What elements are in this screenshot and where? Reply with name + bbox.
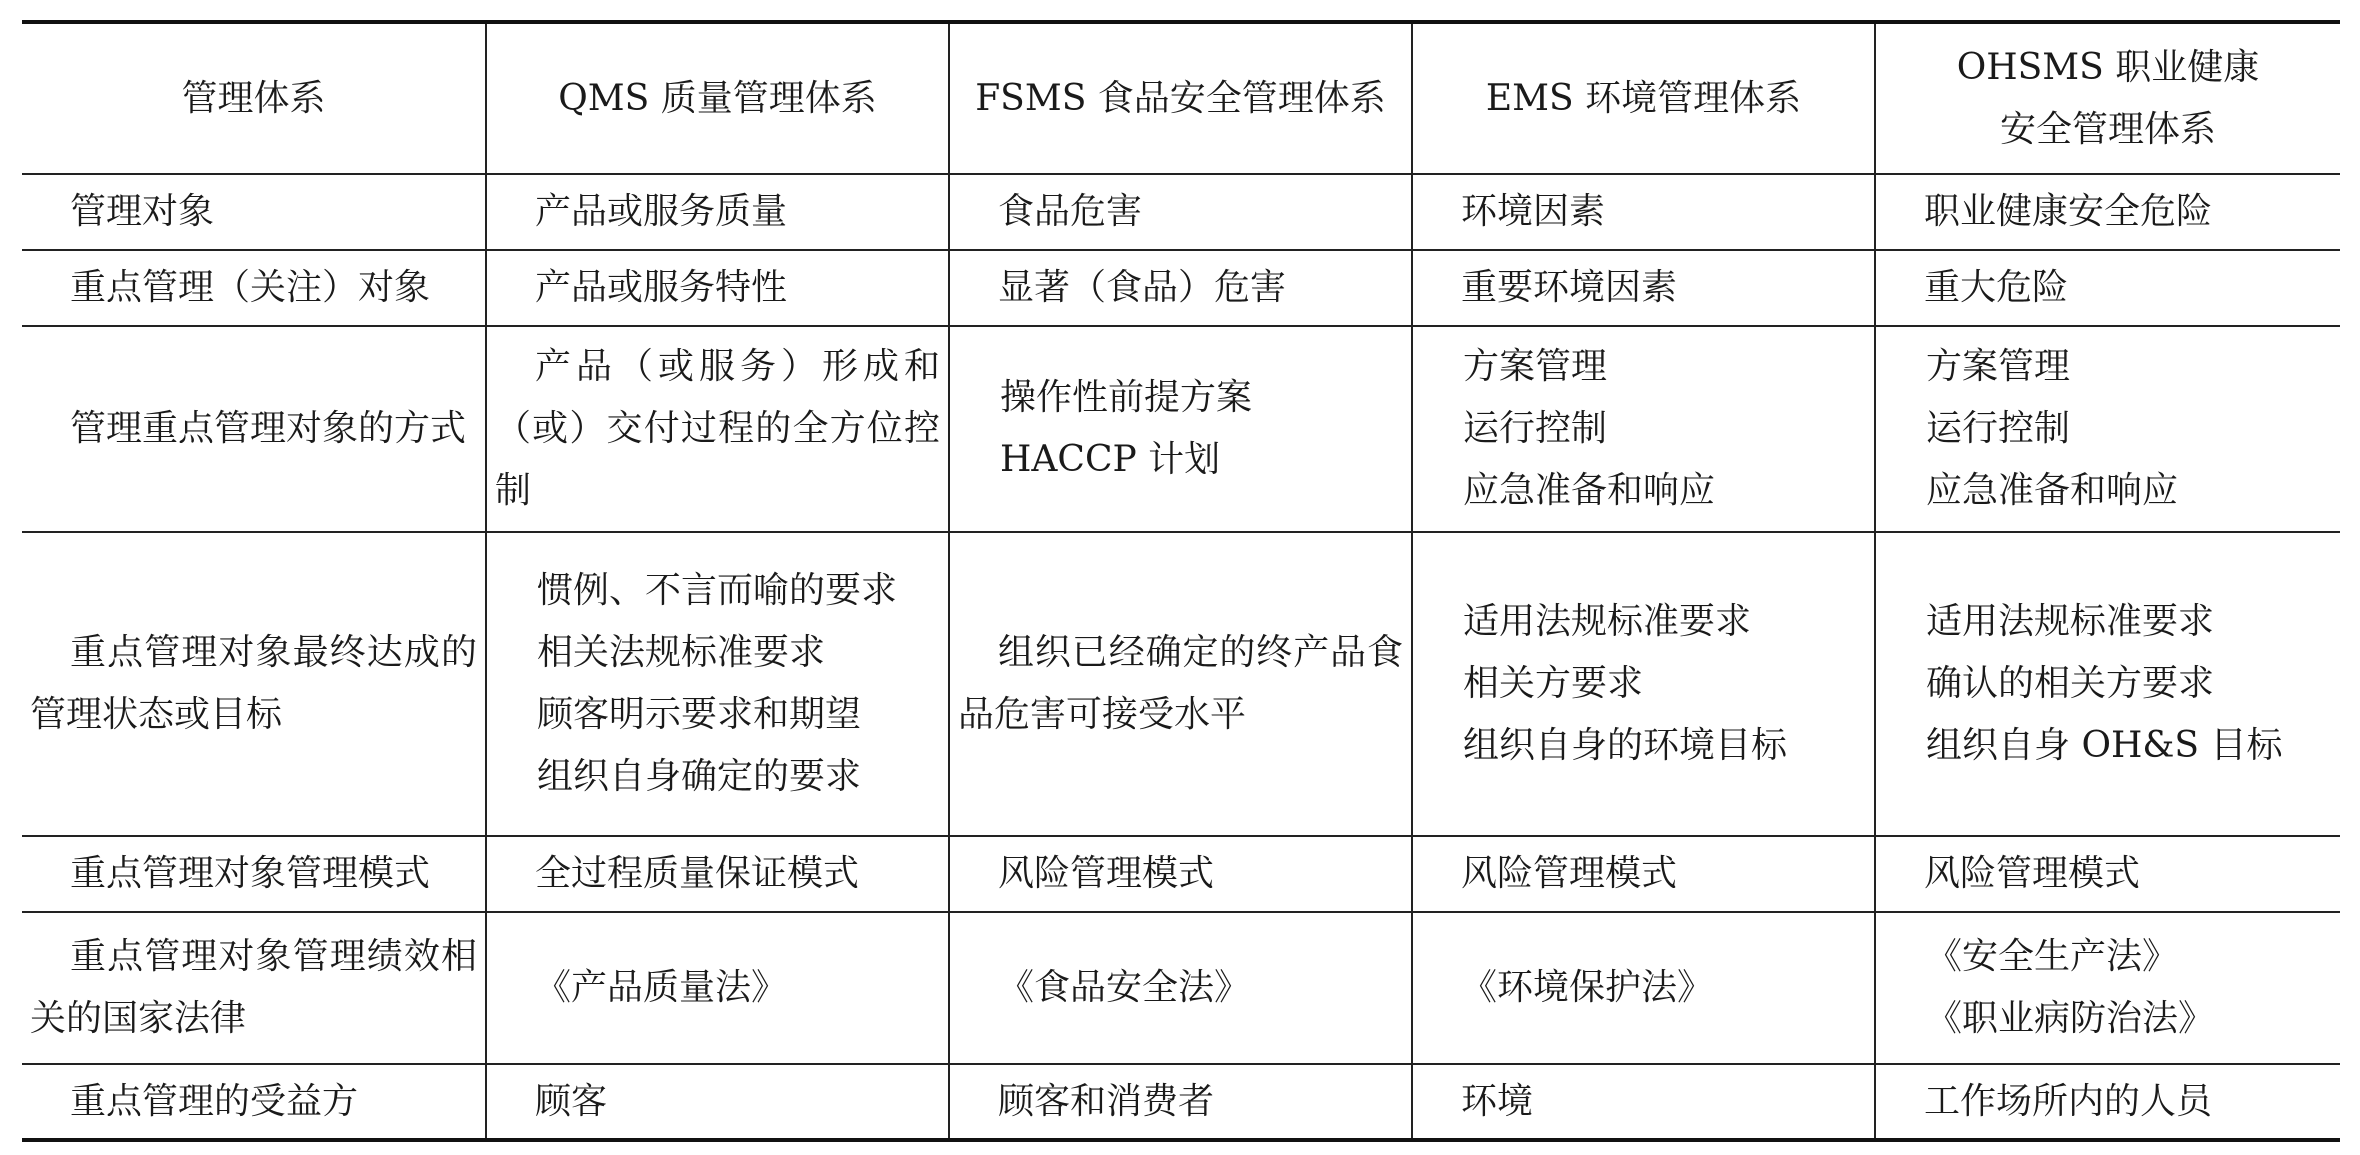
list-line: 运行控制: [1926, 408, 2071, 449]
cell-text: 顾客: [535, 1080, 608, 1122]
qms-cell: [486, 250, 949, 326]
ems-cell: [1412, 174, 1875, 250]
list-line: 应急准备和响应: [1463, 470, 1716, 511]
cell-text: 产品或服务质量: [535, 191, 788, 232]
row-label: 重点管理对象最终达成的管理状态或目标: [30, 632, 477, 735]
table-header-row: [22, 22, 2340, 174]
row-label: 管理重点管理对象的方式: [70, 408, 467, 449]
qms-cell: [486, 836, 949, 912]
fsms-cell: [949, 326, 1412, 532]
row-label: 管理对象: [70, 191, 215, 232]
row-label: 重点管理的受益方: [70, 1080, 359, 1122]
list-line: 应急准备和响应: [1926, 470, 2179, 511]
qms-cell: [486, 1064, 949, 1140]
row-label-cell: [22, 250, 486, 326]
row-label-cell: [22, 836, 486, 912]
list-line: 适用法规标准要求: [1926, 601, 2215, 642]
cell-text: 《食品安全法》: [998, 967, 1251, 1008]
cell-text: 组织已经确定的终产品食品危害可接受水平: [958, 632, 1403, 735]
fsms-cell: [949, 174, 1412, 250]
fsms-cell: [949, 532, 1412, 836]
list-line: 确认的相关方要求: [1926, 663, 2215, 704]
table-row: [22, 1064, 2340, 1140]
ems-cell: [1412, 326, 1875, 532]
ohsms-cell: [1875, 912, 2340, 1064]
ohsms-cell: [1875, 532, 2340, 836]
qms-cell: [486, 912, 949, 1064]
header-cell-ohsms: [1875, 22, 2340, 174]
table-row: [22, 326, 2340, 532]
list-line: 组织自身的环境目标: [1463, 725, 1788, 766]
cell-text: 风险管理模式: [1461, 853, 1678, 894]
ohsms-cell: [1875, 250, 2340, 326]
fsms-cell: [949, 912, 1412, 1064]
cell-text: 顾客和消费者: [998, 1080, 1215, 1122]
table-row: [22, 250, 2340, 326]
qms-cell: [486, 174, 949, 250]
ohsms-cell: [1875, 1064, 2340, 1140]
cell-text: 《产品质量法》: [535, 967, 788, 1008]
header-cell-system: [22, 22, 486, 174]
fsms-cell: [949, 250, 1412, 326]
ohsms-cell: [1875, 174, 2340, 250]
cell-text: 环境: [1461, 1080, 1534, 1122]
ems-cell: [1412, 250, 1875, 326]
list-line: HACCP 计划: [1000, 439, 1221, 480]
list-line: 操作性前提方案: [1000, 377, 1253, 418]
list-line: 顾客明示要求和期望: [537, 694, 862, 735]
comparison-table-container: [22, 20, 2340, 1142]
list-line: 适用法规标准要求: [1463, 601, 1752, 642]
ems-cell: [1412, 912, 1875, 1064]
header-cell-fsms: [949, 22, 1412, 174]
list-line: 相关方要求: [1463, 663, 1644, 704]
table-row: [22, 912, 2340, 1064]
cell-text: 职业健康安全危险: [1924, 191, 2213, 232]
cell-text: 重大危险: [1924, 267, 2069, 308]
header-text: QMS 质量管理体系: [558, 77, 877, 119]
table-row: [22, 836, 2340, 912]
cell-text: 风险管理模式: [998, 853, 1215, 894]
cell-text: 重要环境因素: [1461, 267, 1678, 308]
list-line: 方案管理: [1926, 346, 2071, 387]
ohsms-cell: [1875, 326, 2340, 532]
cell-text: 食品危害: [998, 191, 1143, 232]
list-line: 组织自身 OH&S 目标: [1926, 725, 2283, 766]
row-label-cell: [22, 1064, 486, 1140]
list-line: 《安全生产法》: [1926, 936, 2179, 977]
row-label-cell: [22, 174, 486, 250]
header-text: EMS 环境管理体系: [1485, 77, 1802, 119]
ems-cell: [1412, 1064, 1875, 1140]
table-row: [22, 174, 2340, 250]
list-line: 组织自身确定的要求: [537, 756, 862, 797]
cell-text: 《环境保护法》: [1461, 967, 1714, 1008]
list-line: 相关法规标准要求: [537, 632, 826, 673]
row-label: 重点管理对象管理模式: [70, 853, 431, 894]
qms-cell: [486, 532, 949, 836]
header-cell-ems: [1412, 22, 1875, 174]
row-label: 重点管理对象管理绩效相关的国家法律: [30, 936, 477, 1039]
list-line: 《职业病防治法》: [1926, 998, 2215, 1039]
list-line: 方案管理: [1463, 346, 1608, 387]
cell-text: 产品（或服务）形成和（或）交付过程的全方位控制: [495, 346, 940, 511]
header-text: 安全管理体系: [1999, 108, 2216, 150]
cell-text: 工作场所内的人员: [1924, 1080, 2213, 1122]
cell-text: 全过程质量保证模式: [535, 853, 860, 894]
ems-cell: [1412, 836, 1875, 912]
ohsms-cell: [1875, 836, 2340, 912]
fsms-cell: [949, 1064, 1412, 1140]
row-label: 重点管理（关注）对象: [70, 267, 431, 308]
fsms-cell: [949, 836, 1412, 912]
ems-cell: [1412, 532, 1875, 836]
qms-cell: [486, 326, 949, 532]
cell-text: 风险管理模式: [1924, 853, 2141, 894]
cell-text: 环境因素: [1461, 191, 1606, 232]
table-row: [22, 532, 2340, 836]
header-text: OHSMS 职业健康: [1956, 46, 2260, 88]
row-label-cell: [22, 326, 486, 532]
cell-text: 显著（食品）危害: [998, 267, 1287, 308]
row-label-cell: [22, 912, 486, 1064]
header-text: FSMS 食品安全管理体系: [975, 77, 1386, 119]
list-line: 惯例、不言而喻的要求: [537, 570, 898, 611]
management-systems-comparison-table: [22, 20, 2340, 1142]
row-label-cell: [22, 532, 486, 836]
header-cell-qms: [486, 22, 949, 174]
cell-text: 产品或服务特性: [535, 267, 788, 308]
header-text: 管理体系: [181, 77, 326, 119]
list-line: 运行控制: [1463, 408, 1608, 449]
